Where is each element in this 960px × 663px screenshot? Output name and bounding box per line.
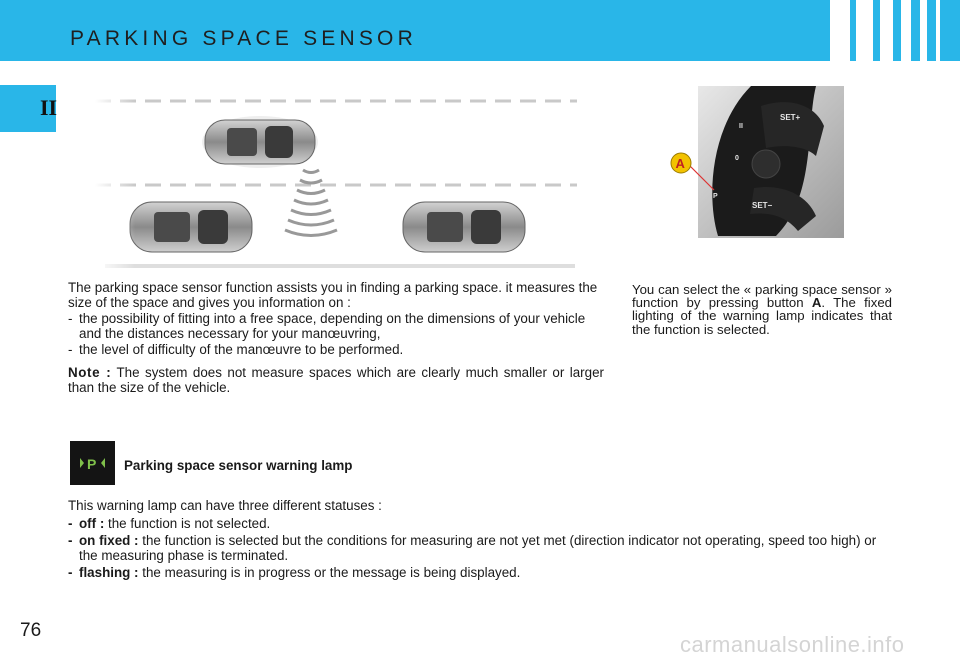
status-text: the measuring is in progress or the message is being displayed. (138, 565, 521, 580)
p-button-label: P (713, 193, 718, 200)
right-para-after: . The fixed lighting of the warning lamp indicates that the function is selected. (632, 295, 892, 337)
intro-text (68, 281, 604, 358)
lamp-symbol: P (87, 456, 97, 472)
moving-car-icon (202, 116, 318, 168)
list-item: - the possibility of fitting into a free space, depending on the dimensions of your vehicle and the distances necessary for your manœuvring, (68, 312, 604, 341)
list-item: - on fixed : the function is selected but the conditions for measuring are not yet met (direction indicator not operating, speed too high) or the measuring phase is terminated. (68, 533, 877, 563)
set-minus-label: SET− (752, 201, 773, 210)
list-item: - flashing : the measuring is in progress or the message is being displayed. (68, 565, 521, 580)
status-label: off : (79, 515, 105, 531)
chapter-label: II (40, 95, 58, 120)
note-text (68, 366, 604, 395)
chapter-tab (0, 85, 56, 132)
right-paragraph (632, 283, 892, 336)
pause-label: II (739, 123, 743, 130)
parking-sensor-lamp-icon (70, 441, 115, 485)
zero-label: 0 (735, 155, 739, 162)
intro-paragraph: The parking space sensor function assists you in finding a parking space. it measures the size of the space and gives you information on : (68, 280, 598, 310)
header-banner (0, 0, 960, 61)
status-label: flashing : (79, 565, 139, 580)
right-para-before: You can select the « parking space sensor » function by pressing button (632, 282, 892, 311)
watermark: carmanualsonline.info (680, 632, 905, 657)
parked-car-left-icon (130, 202, 252, 252)
page-number: 76 (20, 620, 42, 641)
status-text: the function is selected but the conditions for measuring are not yet met (direction indicator not operating, speed too high) or the measuring phase is terminated. (79, 533, 877, 563)
parking-illustration (95, 88, 577, 270)
note-body: The system does not measure spaces which are clearly much smaller or larger than the size of the vehicle. (68, 365, 604, 395)
status-label: on fixed : (79, 533, 139, 548)
steering-switch-illustration (666, 86, 844, 238)
set-plus-label: SET+ (780, 113, 801, 122)
warning-lamp-heading: Parking space sensor warning lamp (124, 458, 353, 473)
status-text: the function is not selected. (104, 515, 271, 531)
status-intro: This warning lamp can have three different statuses : (68, 498, 382, 513)
parked-car-right-icon (403, 202, 525, 252)
page-title: PARKING SPACE SENSOR (70, 27, 417, 50)
sensor-waves-icon (285, 170, 337, 236)
list-item: - off : the function is not selected. (68, 515, 271, 531)
status-list (68, 499, 898, 584)
note-label: Note : (68, 365, 112, 380)
callout-a-label: A (675, 156, 685, 171)
button-ref: A (811, 295, 822, 311)
list-item: - the level of difficulty of the manœuvre to be performed. (68, 343, 604, 358)
